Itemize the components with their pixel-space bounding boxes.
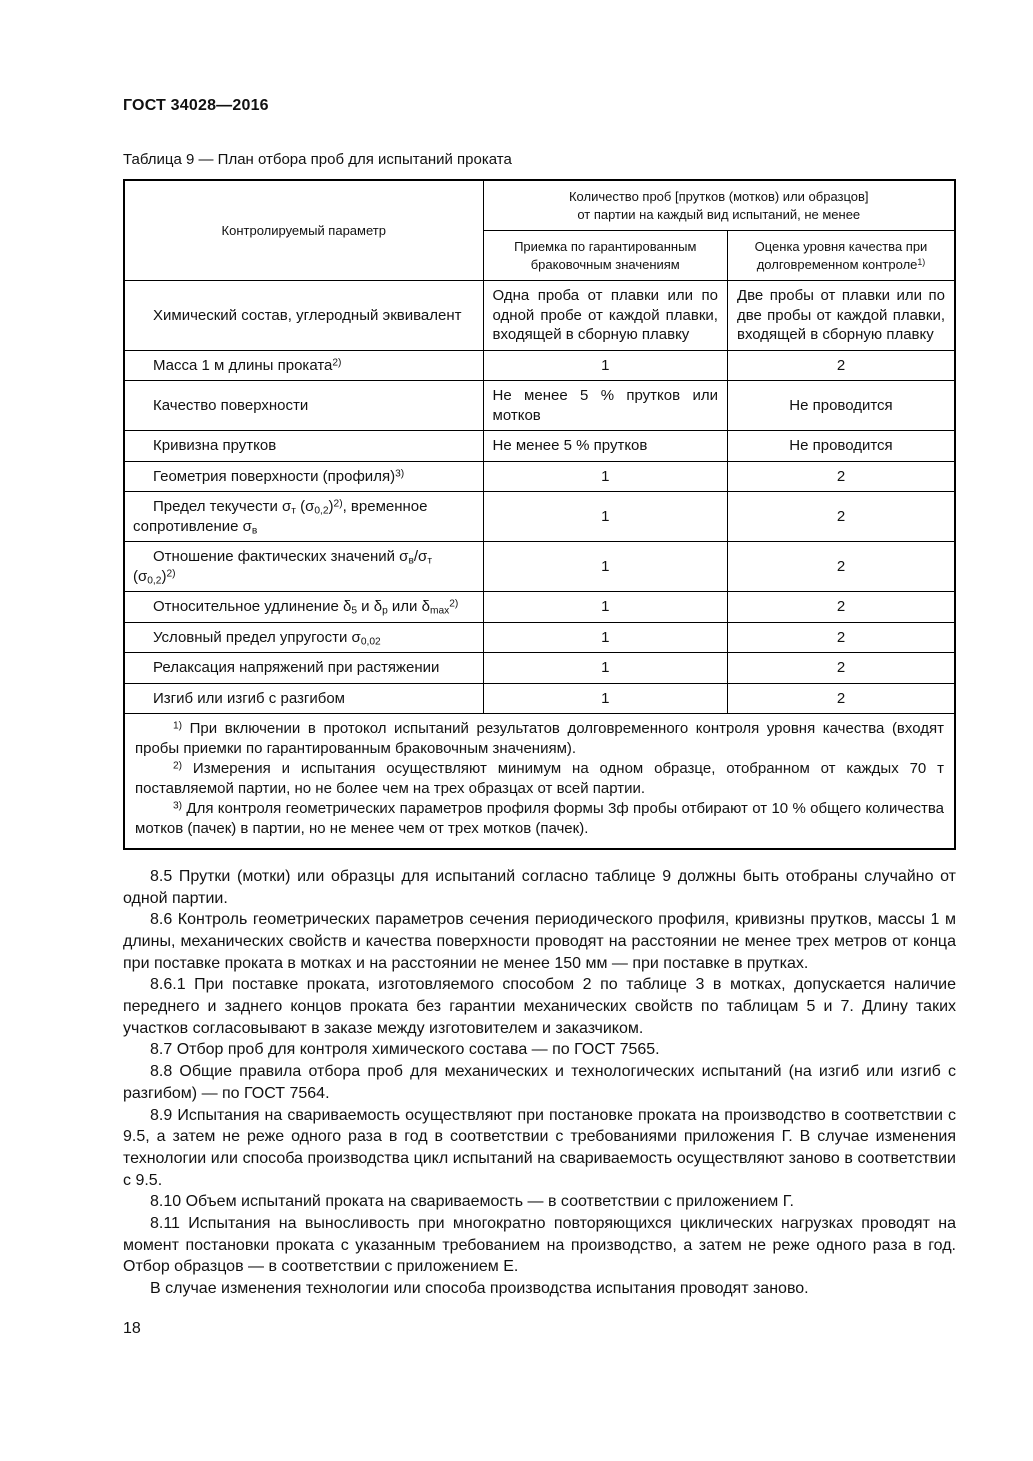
quality-cell: 2 bbox=[727, 653, 955, 684]
param-cell: Кривизна прутков bbox=[124, 431, 483, 462]
quality-cell: 2 bbox=[727, 622, 955, 653]
paragraph-final: В случае изменения технологии или способа производства испытания проводят заново. bbox=[150, 1280, 809, 1298]
quality-cell: 2 bbox=[727, 350, 955, 381]
acceptance-cell: Не менее 5 % прутков bbox=[483, 431, 727, 462]
table-row bbox=[124, 492, 955, 542]
quality-cell: 2 bbox=[727, 461, 955, 492]
quality-cell: Не проводится bbox=[727, 381, 955, 431]
body-text bbox=[123, 866, 956, 1300]
acceptance-cell: Не менее 5 % прутков или мотков bbox=[483, 381, 727, 431]
sampling-plan-table bbox=[123, 179, 956, 850]
acceptance-cell: Одна проба от плавки или по одной пробе от каждой плавки, входящей в сборную плавку bbox=[483, 281, 727, 351]
footnote-3: $^{3)}$ Для контроля геометрических параметров профиля формы 3ф пробы отбирают от 10 % общего количества мотков (пачек) в партии, но не менее чем от трех мотков (пачек). bbox=[135, 799, 944, 837]
quality-cell: 2 bbox=[727, 492, 955, 542]
param-cell: Геометрия поверхности (профиля)$^{3)}$ bbox=[124, 461, 483, 492]
param-cell: Релаксация напряжений при растяжении bbox=[124, 653, 483, 684]
column-header-group: Количество проб [прутков (мотков) или образцов] от партии на каждый вид испытаний, не менее bbox=[483, 180, 955, 231]
paragraph-8-6: 8.6 Контроль геометрических параметров сечения периодического профиля, кривизны прутков, массы 1 м длины, механических свойств и качества поверхности проводят на расстоянии не менее трех метров от конца при поставке проката в мотках и на расстоянии не менее 150 мм — при поставке в прутках. bbox=[123, 911, 956, 972]
param-cell: Масса 1 м длины проката$^{2)}$ bbox=[124, 350, 483, 381]
paragraph-8-9: 8.9 Испытания на свариваемость осуществляют при постановке проката на производство в соответствии с 9.5, а затем не реже одного раза в год в соответствии с требованиями приложения Г. В случае изменения технологии или способа производства цикл испытаний на свариваемость осуществляют заново в соответствии с 9.5. bbox=[123, 1106, 956, 1189]
table-row bbox=[124, 381, 955, 431]
acceptance-cell: 1 bbox=[483, 461, 727, 492]
paragraph-8-10: 8.10 Объем испытаний проката на свариваемость — в соответствии с приложением Г. bbox=[150, 1193, 794, 1211]
table-row bbox=[124, 683, 955, 714]
column-header-parameter: Контролируемый параметр bbox=[124, 180, 483, 281]
page-number: 18 bbox=[123, 1320, 141, 1337]
table-footnotes-cell bbox=[124, 714, 955, 849]
param-cell: Предел текучести $\sigma_т$ $(\sigma_{0,2})^{2)}$, временное сопротивление $\sigma_в$ bbox=[124, 492, 483, 542]
param-cell: Химический состав, углеродный эквивалент bbox=[124, 281, 483, 351]
quality-cell: Две пробы от плавки или по две пробы от каждой плавки, входящей в сборную плавку bbox=[727, 281, 955, 351]
document-number: ГОСТ 34028—2016 bbox=[123, 97, 269, 114]
acceptance-cell: 1 bbox=[483, 653, 727, 684]
quality-cell: 2 bbox=[727, 683, 955, 714]
table-row bbox=[124, 622, 955, 653]
column-header-acceptance: Приемка по гарантированным браковочным значениям bbox=[483, 231, 727, 281]
quality-cell: 2 bbox=[727, 542, 955, 592]
quality-cell: 2 bbox=[727, 592, 955, 623]
quality-cell: Не проводится bbox=[727, 431, 955, 462]
table-row bbox=[124, 592, 955, 623]
paragraph-8-6-1: 8.6.1 При поставке проката, изготовляемого способом 2 по таблице 3 в мотках, допускается наличие переднего и заднего концов проката без гарантии механических свойств по таблицам 5 и 7. Длину таких участков согласовывают в заказе между изготовителем и заказчиком. bbox=[123, 976, 956, 1037]
acceptance-cell: 1 bbox=[483, 492, 727, 542]
table-caption: Таблица 9 — План отбора проб для испытаний проката bbox=[123, 151, 512, 168]
table-row bbox=[124, 461, 955, 492]
table-row bbox=[124, 350, 955, 381]
paragraph-8-11: 8.11 Испытания на выносливость при многократно повторяющихся циклических нагрузках проводят на момент постановки проката с указанным требованием на производство, а затем не реже одного раза в год. Отбор образцов — в соответствии с приложением Е. bbox=[123, 1215, 956, 1276]
table-header-row-group bbox=[124, 180, 955, 231]
column-header-quality: Оценка уровня качества при долговременном контроле$^{1)}$ bbox=[727, 231, 955, 281]
paragraph-8-7: 8.7 Отбор проб для контроля химического состава — по ГОСТ 7565. bbox=[150, 1041, 660, 1059]
acceptance-cell: 1 bbox=[483, 592, 727, 623]
param-cell: Условный предел упругости $\sigma_{0,02}$ bbox=[124, 622, 483, 653]
acceptance-cell: 1 bbox=[483, 350, 727, 381]
table-footnotes-row bbox=[124, 714, 955, 849]
paragraph-8-8: 8.8 Общие правила отбора проб для механических и технологических испытаний (на изгиб или изгиб с разгибом) — по ГОСТ 7564. bbox=[123, 1063, 956, 1102]
table-head bbox=[124, 180, 955, 281]
document-page bbox=[123, 97, 956, 1300]
param-cell: Относительное удлинение $\delta_5$ и $\delta_р$ или $\delta_{max}^{2)}$ bbox=[124, 592, 483, 623]
param-cell: Качество поверхности bbox=[124, 381, 483, 431]
acceptance-cell: 1 bbox=[483, 683, 727, 714]
table-row bbox=[124, 653, 955, 684]
paragraph-8-5: 8.5 Прутки (мотки) или образцы для испытаний согласно таблице 9 должны быть отобраны случайно от одной партии. bbox=[123, 867, 956, 907]
param-cell: Отношение фактических значений $\sigma_в/\sigma_т$ $(\sigma_{0,2})^{2)}$ bbox=[124, 542, 483, 592]
table-row bbox=[124, 281, 955, 351]
acceptance-cell: 1 bbox=[483, 542, 727, 592]
param-cell: Изгиб или изгиб с разгибом bbox=[124, 683, 483, 714]
table-row bbox=[124, 431, 955, 462]
footnote-1: $^{1)}$ При включении в протокол испытаний результатов долговременного контроля уровня качества (входят пробы приемки по гарантированным браковочным значениям). bbox=[135, 720, 944, 758]
footnote-2: $^{2)}$ Измерения и испытания осуществляют минимум на одном образце, отобранном от каждых 70 т поставляемой партии, но не более чем на трех образцах от всей партии. bbox=[135, 760, 944, 797]
acceptance-cell: 1 bbox=[483, 622, 727, 653]
table-body bbox=[124, 281, 955, 849]
table-row bbox=[124, 542, 955, 592]
